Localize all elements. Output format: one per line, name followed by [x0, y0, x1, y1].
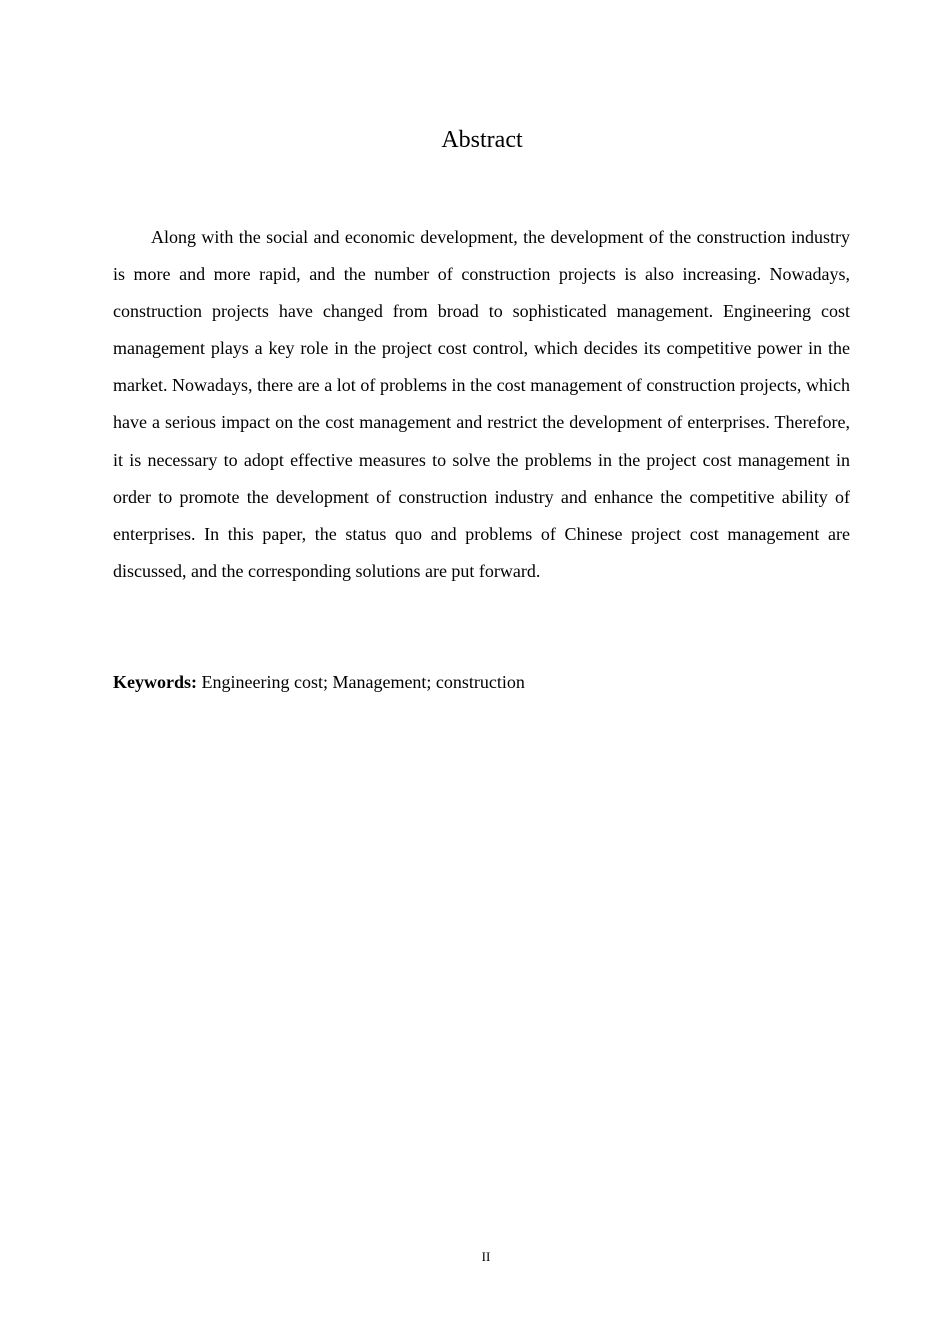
page-title: Abstract — [441, 127, 523, 153]
page-number: II — [481, 1249, 491, 1264]
keywords-value: Engineering cost; Management; construction — [197, 672, 525, 692]
abstract-paragraph: Along with the social and economic development, the development of the construction industry is more and more rapid, and the number of construction projects is also increasing. Nowadays, construction projects have changed from broad to sophisticated management. Engineering cost management plays a key role in the project cost control, which decides its competitive power in the market. Nowadays, there are a lot of problems in the cost management of construction projects, which have a serious impact on the cost management and restrict the development of enterprises. Therefore, it is necessary to adopt effective measures to solve the problems in the project cost management in order to promote the development of construction industry and enhance the competitive ability of enterprises. In this paper, the status quo and problems of Chinese project cost management are discussed, and the corresponding solutions are put forward. — [113, 227, 850, 581]
keywords-line — [113, 667, 850, 697]
keywords-label: Keywords: — [113, 672, 197, 692]
